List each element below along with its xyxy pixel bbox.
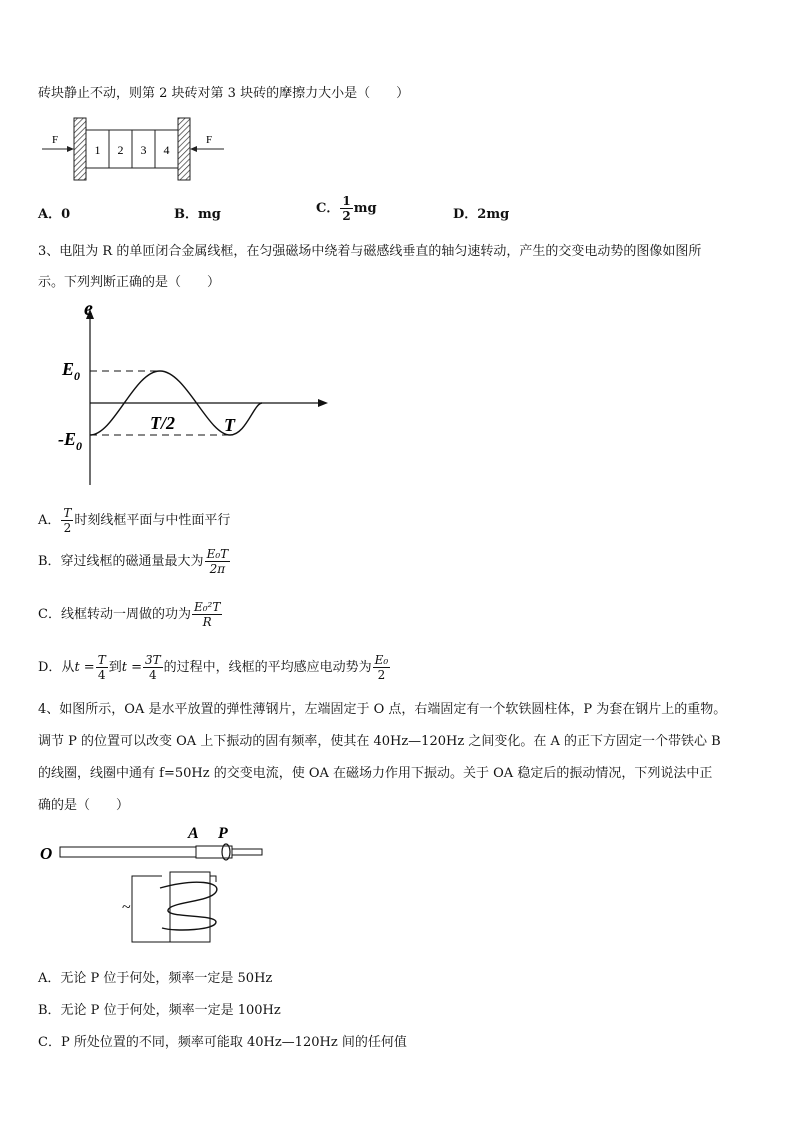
fraction-numerator: 1 xyxy=(342,194,351,208)
label-half-t: T/2 xyxy=(150,413,175,433)
question-text-line: 砖块静止不动，则第 2 块砖对第 3 块砖的摩擦力大小是（ ） xyxy=(38,86,410,101)
fraction-denominator: 2 xyxy=(342,209,351,223)
force-label-left: F xyxy=(52,134,59,146)
fraction xyxy=(340,194,352,223)
right-board xyxy=(178,118,190,180)
fraction-numerator: 3T xyxy=(144,653,161,667)
question-text-line: 调节 P 的位置可以改变 OA 上下振动的固有频率，使其在 40Hz—120Hz 之间变化。在 A 的正下方固定一个带铁心 B xyxy=(38,734,721,749)
question-text-line: 4、如图所示，OA 是水平放置的弹性薄钢片，左端固定于 O 点，右端固定有一个软铁圆柱体，P 为套在钢片上的重物。 xyxy=(38,702,727,717)
option-d xyxy=(38,653,391,682)
fraction-numerator: E₀²T xyxy=(193,600,221,614)
fraction xyxy=(192,600,222,629)
label-p: P xyxy=(218,825,228,842)
option-a xyxy=(38,506,230,535)
strip-end xyxy=(232,849,262,855)
left-board xyxy=(74,118,86,180)
fraction-numerator: E₀ xyxy=(374,653,389,667)
option-d: D．2mg xyxy=(453,207,510,222)
option-text: 时刻线框平面与中性面平行 xyxy=(74,513,231,528)
fraction-denominator: 2π xyxy=(205,561,231,576)
fraction-numerator: T xyxy=(63,506,72,520)
option-c xyxy=(316,194,377,223)
fraction-denominator: 4 xyxy=(96,667,108,682)
fraction xyxy=(143,653,163,682)
fraction xyxy=(373,653,391,682)
fraction-numerator: E₀T xyxy=(206,547,229,561)
option-b: B．无论 P 位于何处，频率一定是 100Hz xyxy=(38,1003,281,1018)
brick-label: 1 xyxy=(94,143,101,157)
label-a: A xyxy=(188,825,199,842)
brick-label: 3 xyxy=(140,143,147,157)
option-prefix: A． xyxy=(38,513,61,528)
steel-strip-figure xyxy=(36,822,276,950)
fraction-denominator: R xyxy=(192,614,222,629)
option-c: C．P 所处位置的不同，频率可能取 40Hz—120Hz 间的任何值 xyxy=(38,1035,407,1050)
option-text: C．线框转动一周做的功为 xyxy=(38,607,191,622)
question-text-line: 3、电阻为 R 的单匝闭合金属线框，在匀强磁场中绕着与磁感线垂直的轴匀速转动，产生的交变电动势的图像如图所 xyxy=(38,244,702,259)
brick-label: 4 xyxy=(163,143,170,157)
fraction-denominator: 2 xyxy=(61,520,73,535)
option-c xyxy=(38,600,223,629)
question-text-line: 确的是（ ） xyxy=(38,798,130,813)
option-text: D．从 xyxy=(38,660,75,675)
label-neg-e0: $-E_0$ xyxy=(58,429,82,453)
variable-t: t = xyxy=(121,660,142,675)
label-e0: $E_0$ xyxy=(62,359,81,383)
option-a: A．无论 P 位于何处，频率一定是 50Hz xyxy=(38,971,273,986)
bricks-figure xyxy=(38,112,238,186)
brick-label: 2 xyxy=(117,143,124,157)
option-b xyxy=(38,547,231,576)
option-c-prefix: C． xyxy=(316,201,340,216)
fraction xyxy=(205,547,231,576)
option-b: B．mg xyxy=(174,207,221,222)
fraction-numerator: T xyxy=(97,653,106,667)
axis-label-e: e xyxy=(84,298,93,320)
option-c-suffix: mg xyxy=(353,201,377,216)
label-t: T xyxy=(224,415,235,435)
coil-wire xyxy=(132,876,170,942)
emf-graph xyxy=(50,295,340,495)
label-o: O xyxy=(40,844,53,863)
fraction xyxy=(61,506,73,535)
question-text-line: 的线圈，线圈中通有 f=50Hz 的交变电流，使 OA 在磁场力作用下振动。关于 OA 稳定后的振动情况，下列说法中正 xyxy=(38,766,713,781)
force-label-right: F xyxy=(206,134,213,146)
fraction-denominator: 2 xyxy=(373,667,391,682)
ac-source-symbol: ~ xyxy=(122,899,131,916)
option-text: 到 xyxy=(108,660,122,675)
option-text: B．穿过线框的磁通量最大为 xyxy=(38,554,204,569)
fraction-denominator: 4 xyxy=(143,667,163,682)
fraction xyxy=(96,653,108,682)
option-a: A．0 xyxy=(38,207,71,222)
soft-iron-cylinder xyxy=(196,846,232,858)
option-text: 的过程中，线框的平均感应电动势为 xyxy=(163,660,372,675)
variable-t: t = xyxy=(74,660,95,675)
question-text-line: 示。下列判断正确的是（ ） xyxy=(38,275,221,290)
